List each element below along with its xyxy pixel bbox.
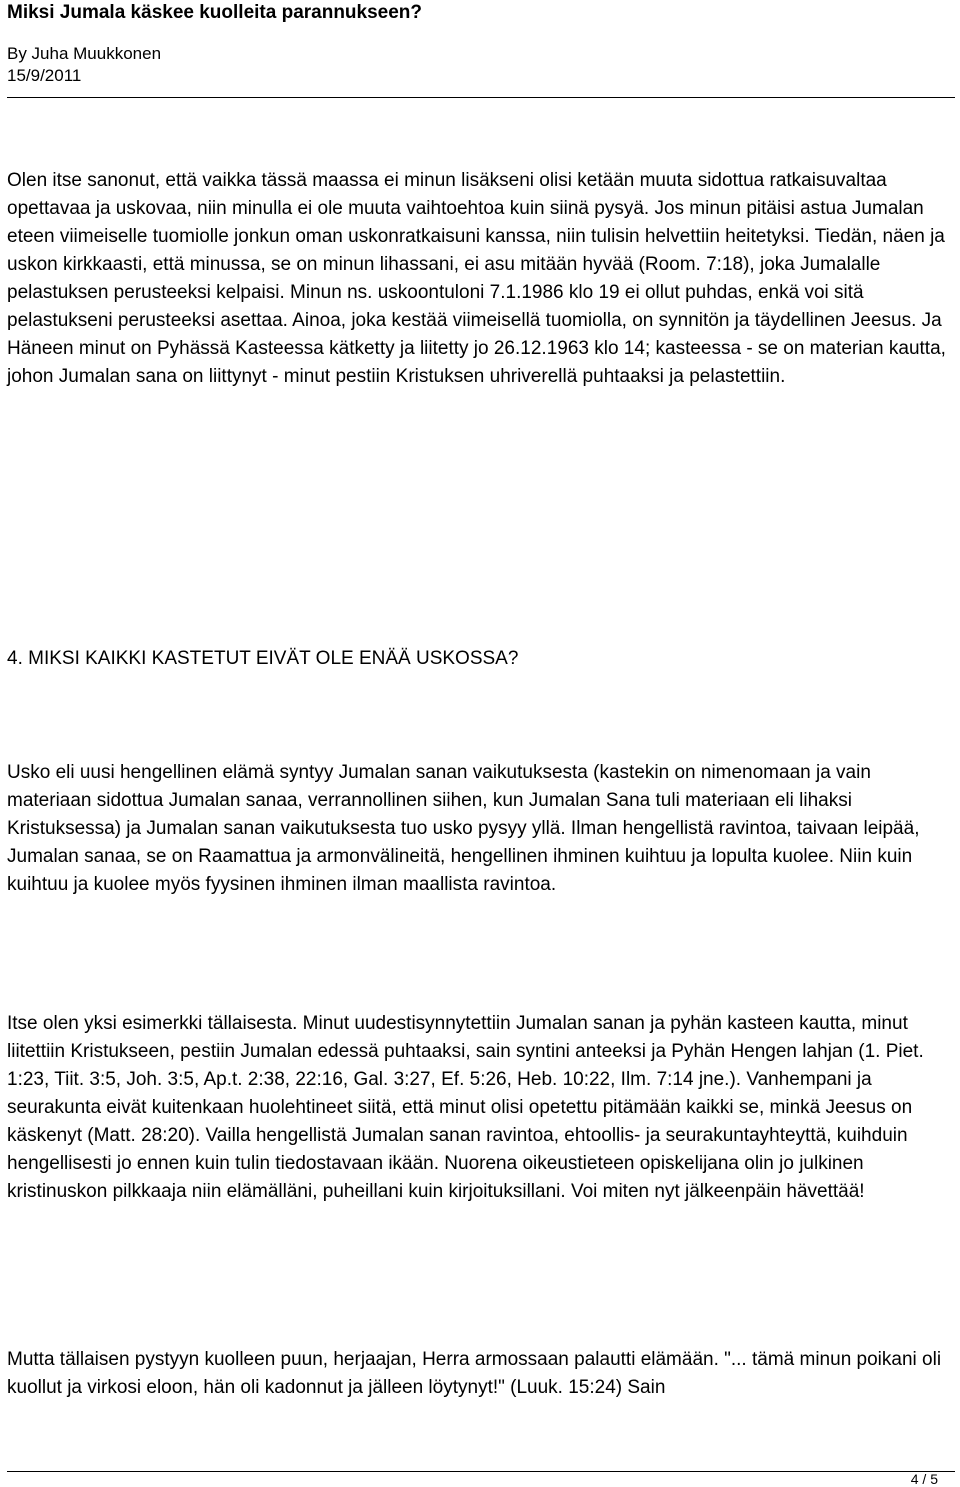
paragraph-1: Olen itse sanonut, että vaikka tässä maassa ei minun lisäkseni olisi ketään muuta sidottua ratkaisuvaltaa opettavaa ja uskovaa, niin minulla ei ole muuta vaihtoehtoa kuin siinä pysyä. Jos minun pitäisi astua Jumalan eteen viimeiselle tuomiolle jonkun oman uskonratkaisuni kanssa, niin tulisin helvettiin heitetyksi. Tiedän, näen ja uskon kirkkaasti, että minussa, se on minun lihassani, ei asu mitään hyvää (Room. 7:18), joka Jumalalle pelastuksen perusteeksi kelpaisi. Minun ns. uskoontuloni 7.1.1986 klo 19 ei ollut puhdas, enkä voi sitä pelastukseni perusteeksi asettaa. Ainoa, joka kestää viimeisellä tuomiolla, on synnitön ja täydellinen Jeesus. Ja Häneen minut on Pyhässä Kasteessa kätketty ja liitetty jo 26.12.1963 klo 14; kasteessa - se on materian kautta, johon Jumalan sana on liittynyt - minut pestiin Kristuksen uhriverellä puhtaaksi ja pelastettiin. (7, 170, 946, 387)
page-number: 4 / 5 (910, 1471, 938, 1487)
document-title: Miksi Jumala käskee kuolleita parannukseen? (7, 2, 423, 23)
section-heading-4: 4. MIKSI KAIKKI KASTETUT EIVÄT OLE ENÄÄ USKOSSA? (7, 648, 519, 669)
paragraph-4: Mutta tällaisen pystyyn kuolleen puun, herjaajan, Herra armossaan palautti elämään. "... tämä minun poikani oli kuollut ja virkosi eloon, hän oli kadonnut ja jälleen löytynyt!" (Luuk. 15:24) Sain (7, 1349, 942, 1398)
footer-divider (7, 1471, 955, 1472)
paragraph-2: Usko eli uusi hengellinen elämä syntyy Jumalan sanan vaikutuksesta (kastekin on nimenomaan ja vain materiaan sidottua Jumalan sanaa, verrannollinen siihen, kun Jumalan Sana tuli materiaan eli lihaksi Kristuksessa) ja Jumalan sanan vaikutuksesta tuo usko pysyy yllä. Ilman hengellistä ravintoa, taivaan leipää, Jumalan sanaa, se on Raamattua ja armonvälineitä, hengellinen ihminen kuihtuu ja lopulta kuolee. Niin kuin kuihtuu ja kuolee myös fyysinen ihminen ilman maallista ravintoa. (7, 762, 920, 895)
document-date: 15/9/2011 (7, 66, 82, 85)
header-divider (7, 97, 955, 98)
document-header (0, 0, 960, 92)
paragraph-3: Itse olen yksi esimerkki tällaisesta. Minut uudestisynnytettiin Jumalan sanan ja pyhän kasteen kautta, minut liitettiin Kristukseen, pestiin Jumalan edessä puhtaaksi, sain syntini anteeksi ja Pyhän Hengen lahjan (1. Piet. 1:23, Tiit. 3:5, Joh. 3:5, Ap.t. 2:38, 22:16, Gal. 3:27, Ef. 5:26, Heb. 10:22, Ilm. 7:14 jne.). Vanhempani ja seurakunta eivät kuitenkaan huolehtineet siitä, että minut olisi opetettu pitämään kaikki se, minkä Jeesus on käskenyt (Matt. 28:20). Vailla hengellistä Jumalan sanan ravintoa, ehtoollis- ja seurakuntayhteyttä, kuihduin hengellisesti jo ennen kuin tulin tiedostavaan ikään. Nuorena oikeustieteen opiskelijana olin jo julkinen kristinuskon pilkkaaja niin elämälläni, puheillani kuin kirjoituksillani. Voi miten nyt jälkeenpäin hävettää! (7, 1013, 924, 1202)
document-author: By Juha Muukkonen (7, 44, 162, 63)
